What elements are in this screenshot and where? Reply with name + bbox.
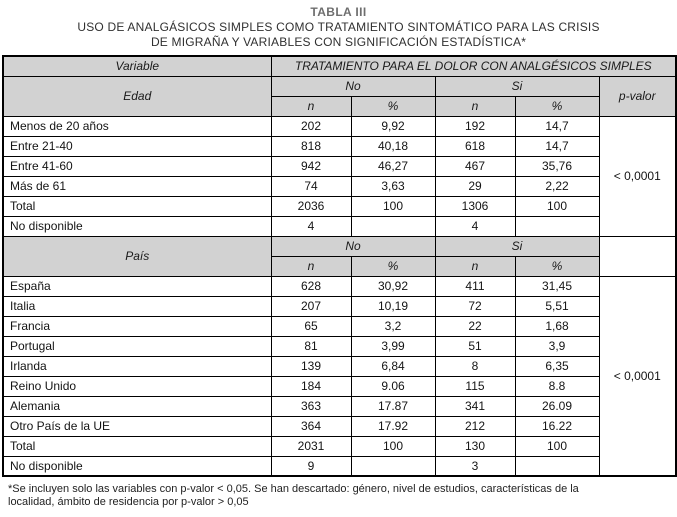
no-pct-cell: 100 bbox=[351, 196, 435, 216]
pvalue-pais: < 0,0001 bbox=[599, 276, 676, 476]
si-n-cell: 341 bbox=[435, 396, 515, 416]
header-si-pais: Si bbox=[435, 236, 599, 256]
no-pct-cell: 17.87 bbox=[351, 396, 435, 416]
row-label: Entre 21-40 bbox=[3, 136, 271, 156]
si-pct-cell: 31,45 bbox=[515, 276, 599, 296]
no-n-cell: 942 bbox=[271, 156, 351, 176]
statistics-table bbox=[2, 55, 677, 477]
si-pct-cell: 1,68 bbox=[515, 316, 599, 336]
footnote-line2: localidad, ámbito de residencia por p-valor > 0,05 bbox=[8, 496, 249, 508]
header-no-pais: No bbox=[271, 236, 435, 256]
si-pct-cell: 100 bbox=[515, 436, 599, 456]
table-row bbox=[3, 416, 676, 436]
no-pct-cell: 3,2 bbox=[351, 316, 435, 336]
si-pct-cell bbox=[515, 216, 599, 236]
si-n-cell: 22 bbox=[435, 316, 515, 336]
si-n-cell: 618 bbox=[435, 136, 515, 156]
footnote-line1: *Se incluyen solo las variables con p-valor < 0,05. Se han descartado: género, nivel de estudios, características de la bbox=[8, 483, 579, 495]
no-pct-cell: 10,19 bbox=[351, 296, 435, 316]
row-label: España bbox=[3, 276, 271, 296]
header-no-pct-edad: % bbox=[351, 96, 435, 116]
si-pct-cell: 6,35 bbox=[515, 356, 599, 376]
si-n-cell: 130 bbox=[435, 436, 515, 456]
si-n-cell: 192 bbox=[435, 116, 515, 136]
row-label: No disponible bbox=[3, 216, 271, 236]
no-n-cell: 139 bbox=[271, 356, 351, 376]
si-pct-cell: 35,76 bbox=[515, 156, 599, 176]
header-no-pct-pais: % bbox=[351, 256, 435, 276]
no-pct-cell bbox=[351, 456, 435, 476]
si-n-cell: 3 bbox=[435, 456, 515, 476]
si-pct-cell: 2,22 bbox=[515, 176, 599, 196]
row-label: Menos de 20 años bbox=[3, 116, 271, 136]
table-row bbox=[3, 176, 676, 196]
no-n-cell: 628 bbox=[271, 276, 351, 296]
si-pct-cell bbox=[515, 456, 599, 476]
row-label: No disponible bbox=[3, 456, 271, 476]
row-label: Más de 61 bbox=[3, 176, 271, 196]
table-row bbox=[3, 396, 676, 416]
si-pct-cell: 8.8 bbox=[515, 376, 599, 396]
no-n-cell: 818 bbox=[271, 136, 351, 156]
table-row bbox=[3, 436, 676, 456]
table-row bbox=[3, 116, 676, 136]
header-si-pct-edad: % bbox=[515, 96, 599, 116]
no-n-cell: 65 bbox=[271, 316, 351, 336]
si-n-cell: 4 bbox=[435, 216, 515, 236]
header-treatment: TRATAMIENTO PARA EL DOLOR CON ANALGÉSICOS SIMPLES bbox=[271, 56, 676, 76]
si-pct-cell: 26.09 bbox=[515, 396, 599, 416]
pvalue-edad: < 0,0001 bbox=[599, 116, 676, 236]
table-row bbox=[3, 356, 676, 376]
si-n-cell: 115 bbox=[435, 376, 515, 396]
table-row bbox=[3, 376, 676, 396]
table-row bbox=[3, 336, 676, 356]
si-n-cell: 8 bbox=[435, 356, 515, 376]
si-n-cell: 29 bbox=[435, 176, 515, 196]
table-row bbox=[3, 276, 676, 296]
table-number: TABLA III bbox=[310, 5, 367, 19]
header-row-edad-no-si bbox=[3, 76, 676, 96]
row-label: Total bbox=[3, 196, 271, 216]
si-n-cell: 411 bbox=[435, 276, 515, 296]
no-n-cell: 4 bbox=[271, 216, 351, 236]
si-n-cell: 1306 bbox=[435, 196, 515, 216]
no-pct-cell: 6,84 bbox=[351, 356, 435, 376]
si-pct-cell: 3,9 bbox=[515, 336, 599, 356]
table-row bbox=[3, 156, 676, 176]
header-no-n-edad: n bbox=[271, 96, 351, 116]
table-row bbox=[3, 456, 676, 476]
no-pct-cell: 100 bbox=[351, 436, 435, 456]
table-caption bbox=[2, 5, 675, 50]
row-label: Italia bbox=[3, 296, 271, 316]
table-row bbox=[3, 316, 676, 336]
row-label: Francia bbox=[3, 316, 271, 336]
header-row-pais-no-si bbox=[3, 236, 676, 256]
table-title-line1: USO DE ANALGÁSICOS SIMPLES COMO TRATAMIENTO SINTOMÁTICO PARA LAS CRISIS bbox=[77, 20, 600, 34]
si-pct-cell: 16.22 bbox=[515, 416, 599, 436]
header-row-top bbox=[3, 56, 676, 76]
table-row bbox=[3, 196, 676, 216]
header-no-edad: No bbox=[271, 76, 435, 96]
no-pct-cell: 30,92 bbox=[351, 276, 435, 296]
table-row bbox=[3, 296, 676, 316]
no-pct-cell: 3,63 bbox=[351, 176, 435, 196]
si-n-cell: 212 bbox=[435, 416, 515, 436]
si-pct-cell: 14,7 bbox=[515, 116, 599, 136]
row-label: Reino Unido bbox=[3, 376, 271, 396]
si-pct-cell: 5,51 bbox=[515, 296, 599, 316]
no-pct-cell: 40,18 bbox=[351, 136, 435, 156]
si-n-cell: 72 bbox=[435, 296, 515, 316]
no-n-cell: 74 bbox=[271, 176, 351, 196]
no-n-cell: 81 bbox=[271, 336, 351, 356]
no-n-cell: 9 bbox=[271, 456, 351, 476]
no-pct-cell: 17.92 bbox=[351, 416, 435, 436]
no-n-cell: 202 bbox=[271, 116, 351, 136]
header-si-edad: Si bbox=[435, 76, 599, 96]
si-n-cell: 467 bbox=[435, 156, 515, 176]
pvalor-spacer bbox=[599, 236, 676, 276]
header-pvalor: p-valor bbox=[599, 76, 676, 116]
section-header-pais: País bbox=[3, 236, 271, 276]
no-n-cell: 363 bbox=[271, 396, 351, 416]
no-n-cell: 184 bbox=[271, 376, 351, 396]
table-row bbox=[3, 136, 676, 156]
row-label: Total bbox=[3, 436, 271, 456]
header-variable: Variable bbox=[3, 56, 271, 76]
row-label: Alemania bbox=[3, 396, 271, 416]
header-si-pct-pais: % bbox=[515, 256, 599, 276]
no-pct-cell: 3,99 bbox=[351, 336, 435, 356]
no-pct-cell: 9,92 bbox=[351, 116, 435, 136]
no-n-cell: 364 bbox=[271, 416, 351, 436]
header-si-n-edad: n bbox=[435, 96, 515, 116]
header-si-n-pais: n bbox=[435, 256, 515, 276]
table-title-line2: DE MIGRAÑA Y VARIABLES CON SIGNIFICACIÓN ESTADÍSTICA* bbox=[150, 35, 527, 49]
si-n-cell: 51 bbox=[435, 336, 515, 356]
section-header-edad: Edad bbox=[3, 76, 271, 116]
no-pct-cell: 9.06 bbox=[351, 376, 435, 396]
no-pct-cell bbox=[351, 216, 435, 236]
si-pct-cell: 14,7 bbox=[515, 136, 599, 156]
row-label: Irlanda bbox=[3, 356, 271, 376]
row-label: Entre 41-60 bbox=[3, 156, 271, 176]
si-pct-cell: 100 bbox=[515, 196, 599, 216]
no-pct-cell: 46,27 bbox=[351, 156, 435, 176]
header-no-n-pais: n bbox=[271, 256, 351, 276]
no-n-cell: 2031 bbox=[271, 436, 351, 456]
table-row bbox=[3, 216, 676, 236]
row-label: Portugal bbox=[3, 336, 271, 356]
row-label: Otro País de la UE bbox=[3, 416, 271, 436]
no-n-cell: 2036 bbox=[271, 196, 351, 216]
no-n-cell: 207 bbox=[271, 296, 351, 316]
footnote bbox=[8, 483, 669, 509]
